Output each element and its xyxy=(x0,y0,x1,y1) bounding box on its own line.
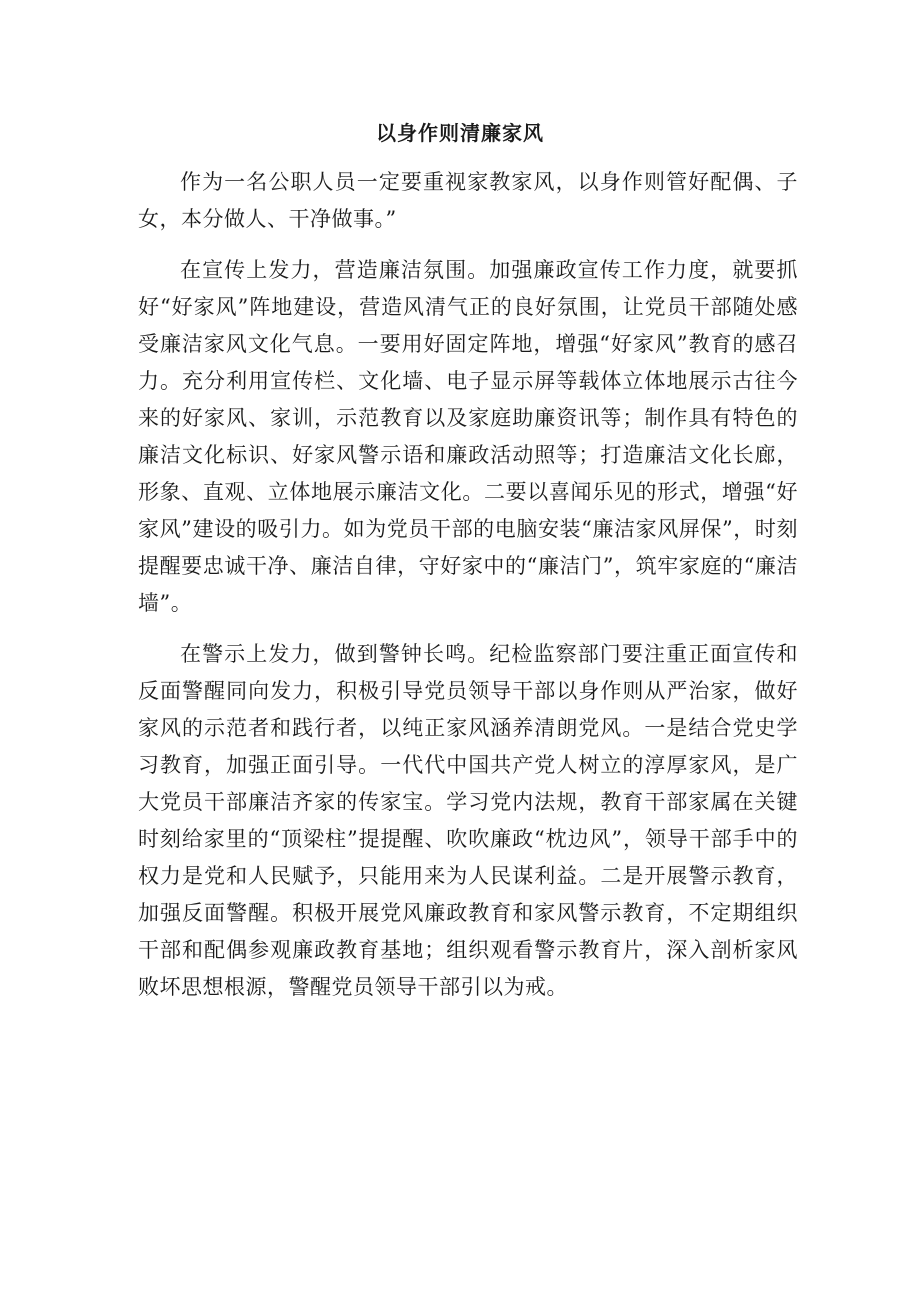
paragraph-2: 在宣传上发力，营造廉洁氛围。加强廉政宣传工作力度，就要抓好“好家风”阵地建设，营造风清气正的良好氛围，让党员干部随处感受廉洁家风文化气息。一要用好固定阵地，增强“好家风”教育的感召力。充分利用宣传栏、文化墙、电子显示屏等载体立体地展示古往今来的好家风、家训，示范教育以及家庭助廉资讯等；制作具有特色的廉洁文化标识、好家风警示语和廉政活动照等；打造廉洁文化长廊，形象、直观、立体地展示廉洁文化。二要以喜闻乐见的形式，增强“好家风”建设的吸引力。如为党员干部的电脑安装“廉洁家风屏保”，时刻提醒要忠诚干净、廉洁自律，守好家中的“廉洁门”，筑牢家庭的“廉洁墙”。 xyxy=(138,258,798,615)
document-body xyxy=(138,164,798,1020)
paragraph-1: 作为一名公职人员一定要重视家教家风，以身作则管好配偶、子女，本分做人、干净做事。” xyxy=(138,170,798,231)
document-title: 以身作则清廉家风 xyxy=(376,121,544,145)
paragraph-3: 在警示上发力，做到警钟长鸣。纪检监察部门要注重正面宣传和反面警醒同向发力，积极引导党员领导干部以身作则从严治家，做好家风的示范者和践行者，以纯正家风涵养清朗党风。一是结合党史学习教育，加强正面引导。一代代中国共产党人树立的淳厚家风，是广大党员干部廉洁齐家的传家宝。学习党内法规，教育干部家属在关键时刻给家里的“顶梁柱”提提醒、吹吹廉政“枕边风”，领导干部手中的权力是党和人民赋予，只能用来为人民谋利益。二是开展警示教育，加强反面警醒。积极开展党风廉政教育和家风警示教育，不定期组织干部和配偶参观廉政教育基地；组织观看警示教育片，深入剖析家风败坏思想根源，警醒党员领导干部引以为戒。 xyxy=(138,642,798,999)
